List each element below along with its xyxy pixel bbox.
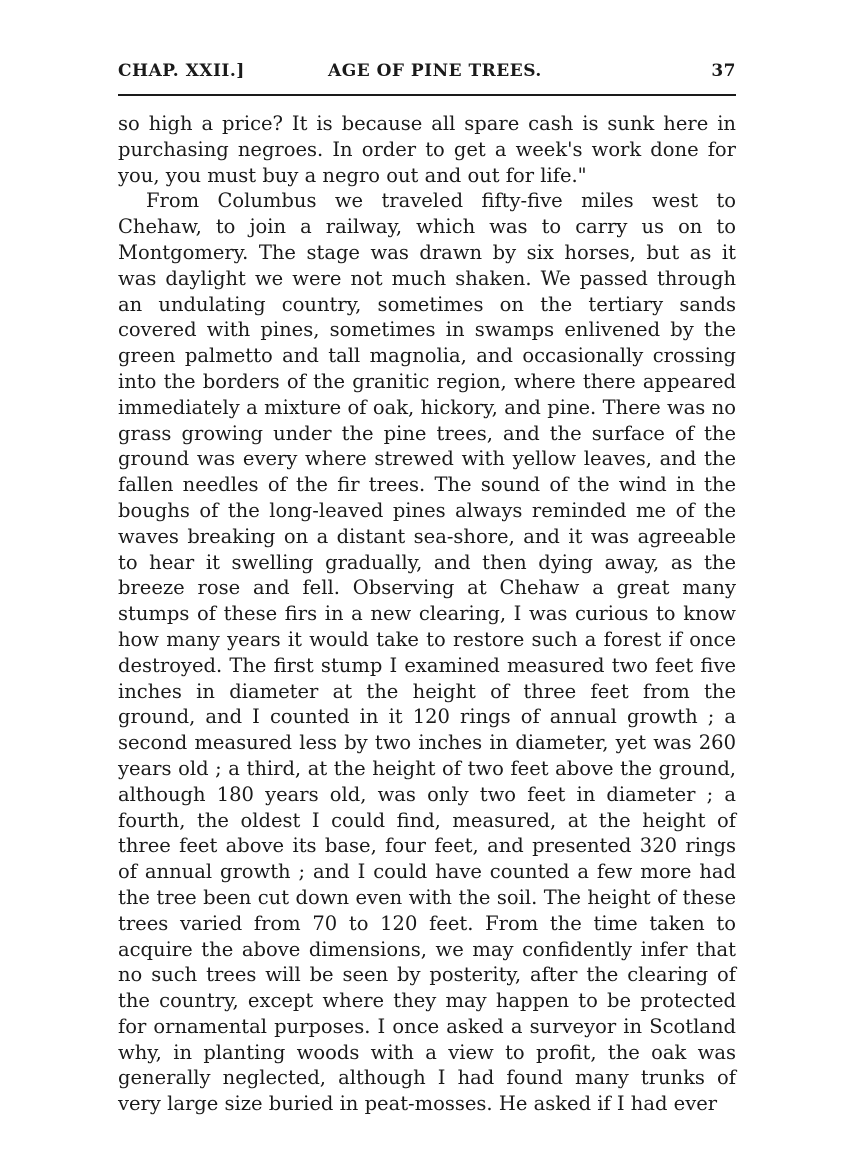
running-head xyxy=(118,61,736,87)
chapter-label: CHAP. XXII.] xyxy=(118,61,245,81)
running-title: AGE OF PINE TREES. xyxy=(328,61,542,81)
body-text xyxy=(118,111,736,1117)
paragraph-continued: so high a price? It is because all spare cash is sunk here in purchasing negroes. In order to get a week's work done for you, you must buy a negro out and out for life." xyxy=(118,112,736,187)
page-number: 37 xyxy=(711,61,736,81)
header-rule xyxy=(118,94,736,96)
paragraph: From Columbus we traveled fifty-five miles west to Chehaw, to join a railway, which was to carry us on to Montgomery. The stage was drawn by six horses, but as it was daylight we were not much shaken. We passed through an undulating country, sometimes on the tertiary sands covered with pines, sometimes in swamps enlivened by the green palmetto and tall magnolia, and occasionally crossing into the borders of the granitic region, where there appeared immediately a mixture of oak, hickory, and pine. There was no grass growing under the pine trees, and the surface of the ground was every where strewed with yellow leaves, and the fallen needles of the fir trees. The sound of the wind in the boughs of the long-leaved pines always reminded me of the waves breaking on a distant sea-shore, and it was agreeable to hear it swelling gradually, and then dying away, as the breeze rose and fell. Observing at Chehaw a great many stumps of these firs in a new clearing, I was curious to know how many years it would take to restore such a forest if once destroyed. The first stump I examined measured two feet five inches in diameter at the height of three feet from the ground, and I counted in it 120 rings of annual growth ; a second measured less by two inches in diameter, yet was 260 years old ; a third, at the height of two feet above the ground, although 180 years old, was only two feet in diameter ; a fourth, the oldest I could find, measured, at the height of three feet above its base, four feet, and presented 320 rings of annual growth ; and I could have counted a few more had the tree been cut down even with the soil. The height of these trees varied from 70 to 120 feet. From the time taken to acquire the above dimensions, we may confidently infer that no such trees will be seen by posterity, after the clearing of the country, except where they may happen to be protected for ornamental purposes. I once asked a surveyor in Scotland why, in planting woods with a view to profit, the oak was generally neglected, although I had found many trunks of very large size buried in peat-mosses. He asked if I had ever xyxy=(118,189,736,1116)
